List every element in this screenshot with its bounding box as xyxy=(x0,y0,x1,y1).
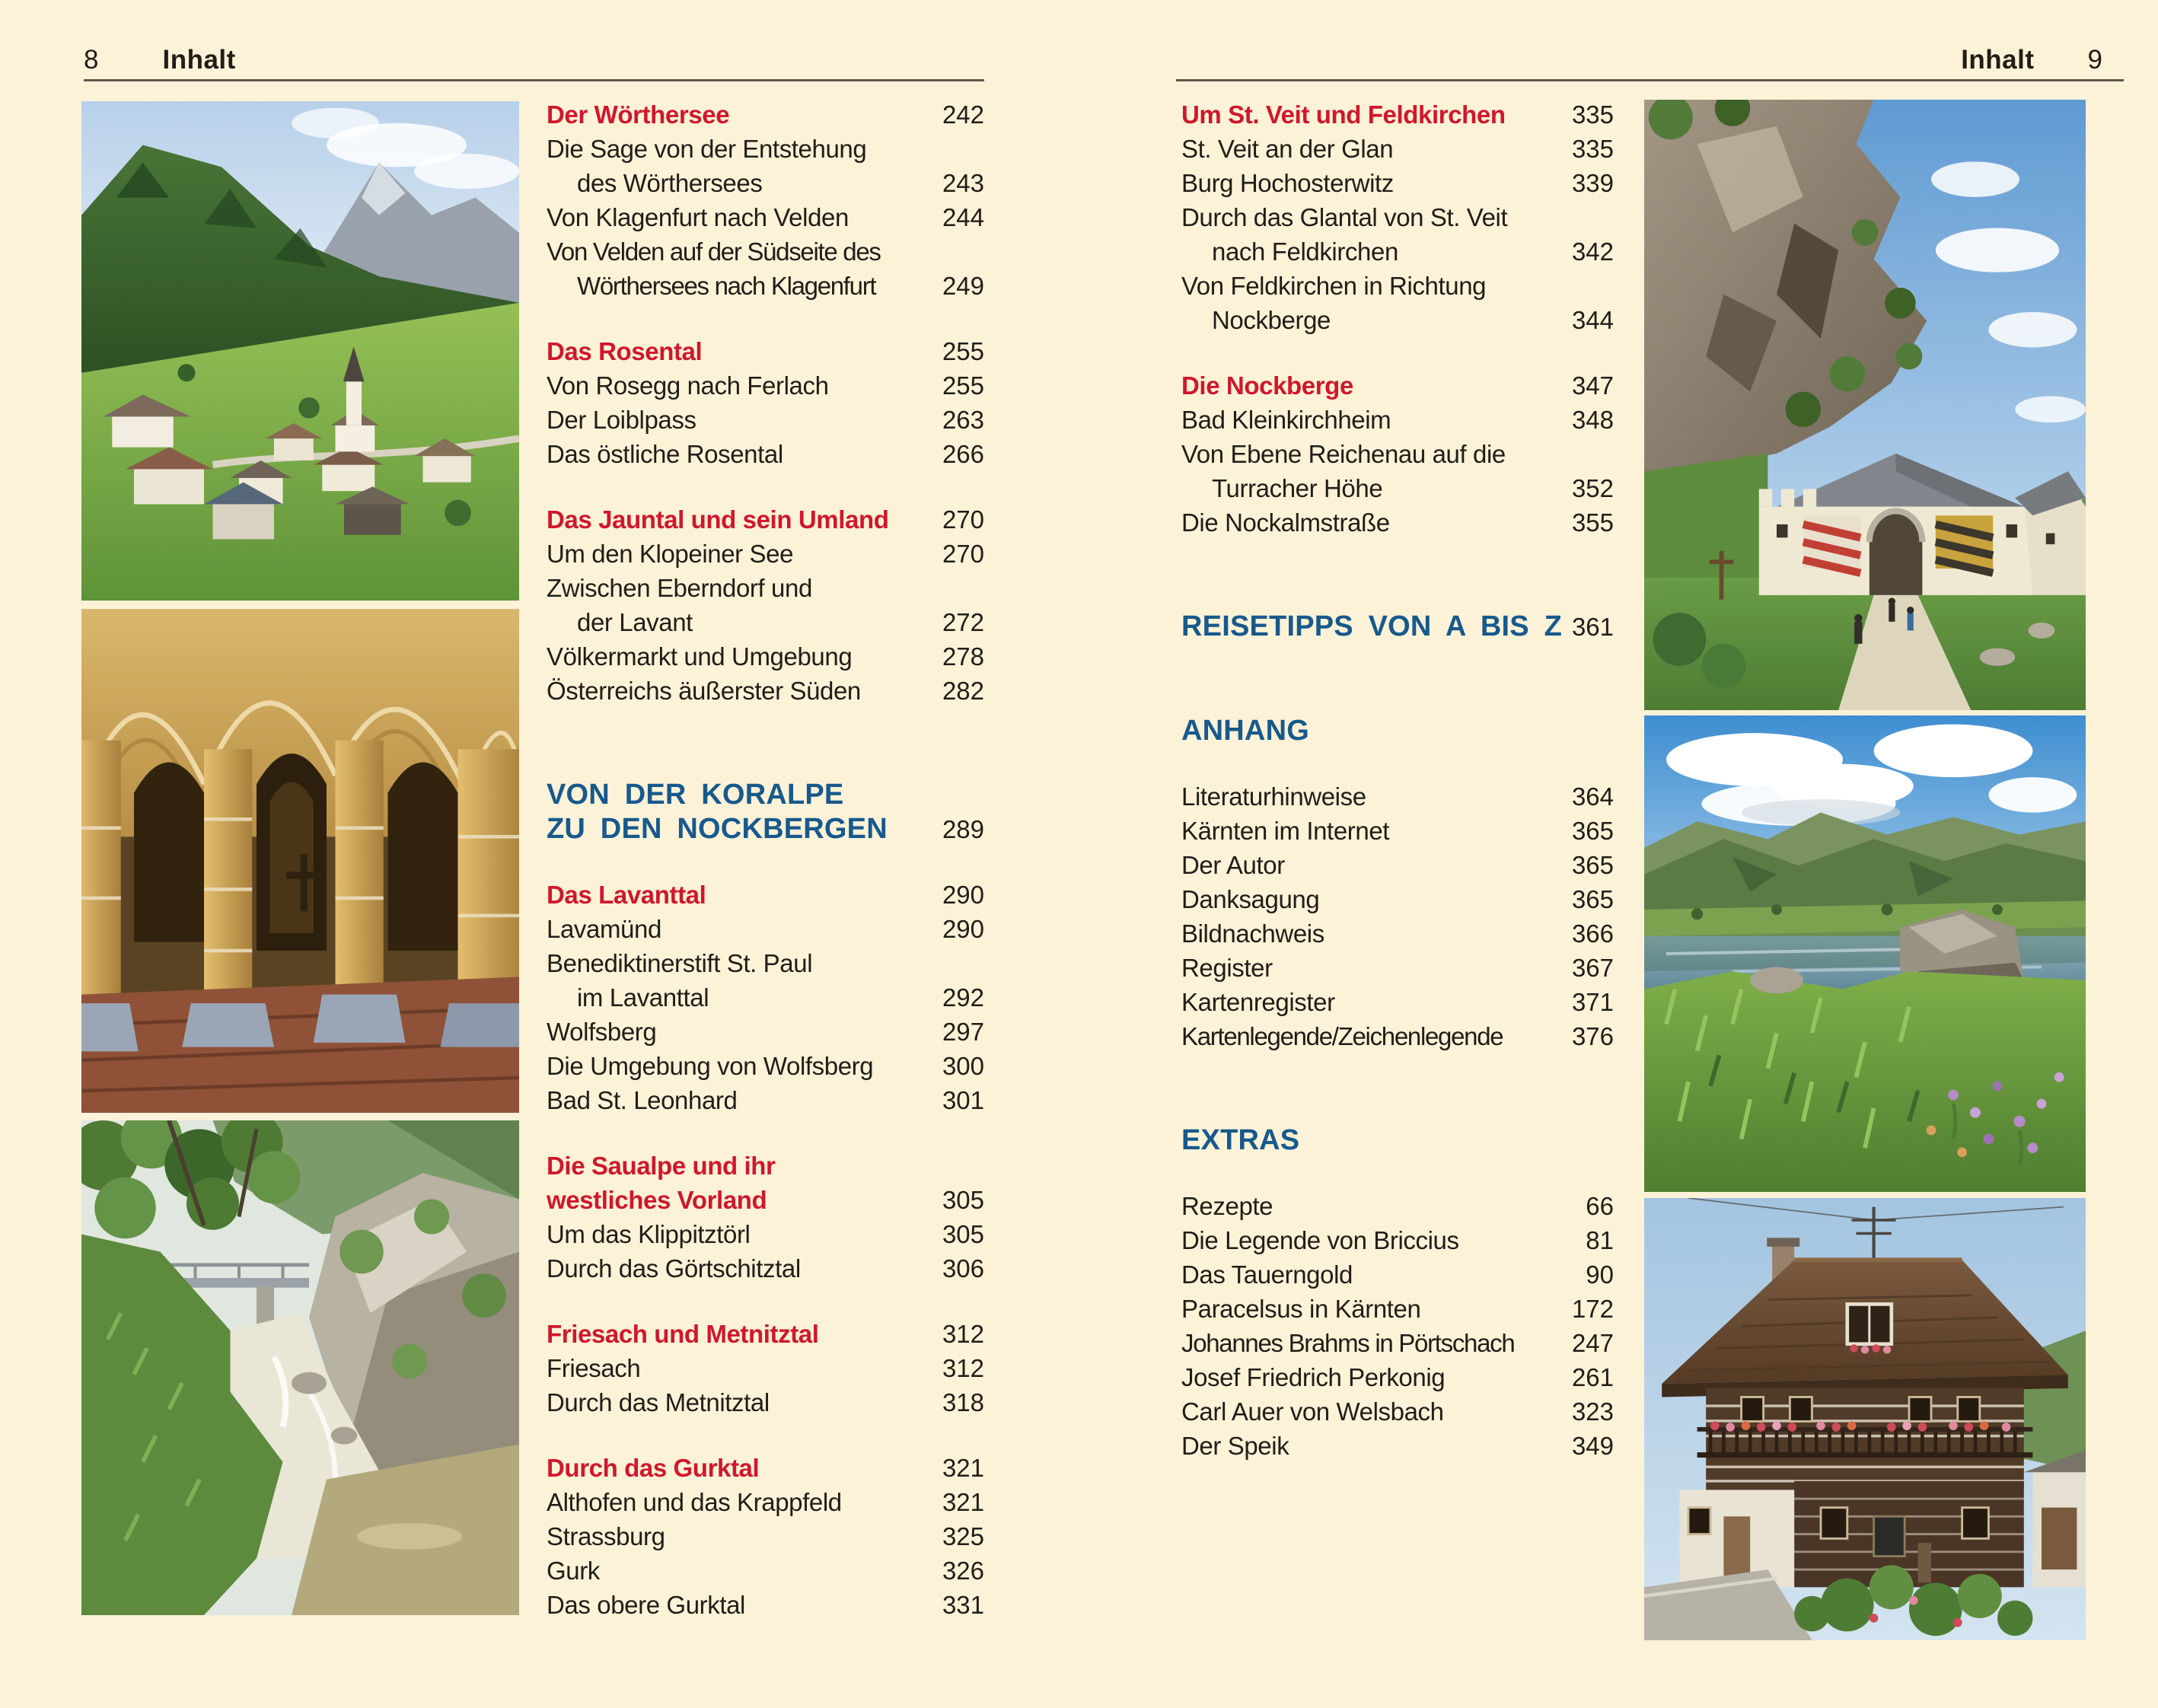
toc-entry-title: Kärnten im Internet xyxy=(1181,817,1390,845)
toc-entry xyxy=(1181,916,1614,951)
toc-entry-page: 172 xyxy=(1571,1295,1614,1323)
toc-entry xyxy=(547,269,984,303)
toc-entry-page: 339 xyxy=(1571,169,1614,197)
toc-entry xyxy=(1181,132,1614,166)
toc-entry-title: Friesach und Metnitztal xyxy=(547,1320,819,1348)
toc-entry-page: 305 xyxy=(942,1220,984,1248)
toc-entry-title: Die Legende von Briccius xyxy=(1181,1226,1459,1254)
toc-entry-page: 249 xyxy=(942,272,984,300)
toc-entry-page: 255 xyxy=(942,371,984,400)
toc-entry-title: Von Ebene Reichenau auf die xyxy=(1181,440,1506,468)
toc-entry-page: 376 xyxy=(1571,1022,1614,1050)
toc-entry xyxy=(547,1251,984,1286)
toc-entry xyxy=(547,502,984,537)
toc-entry-title: Literaturhinweise xyxy=(1181,782,1366,811)
toc-entry-title: Durch das Gurktal xyxy=(547,1454,760,1482)
page-header-title-left: Inhalt xyxy=(162,45,236,75)
toc-entry xyxy=(1181,985,1614,1019)
toc-entry-title: Nockberge xyxy=(1212,306,1331,334)
toc-entry-page: 270 xyxy=(942,505,984,534)
toc-entry-page: 301 xyxy=(942,1086,984,1114)
toc-entry-page: 344 xyxy=(1571,306,1614,334)
toc-entry-title: Um St. Veit und Feldkirchen xyxy=(1181,100,1506,129)
wooden-farmhouse-photo xyxy=(1644,1198,2086,1640)
toc-entry-title: westliches Vorland xyxy=(547,1186,767,1214)
toc-entry xyxy=(547,946,984,980)
toc-entry-title: REISETIPPS VON A BIS Z xyxy=(1181,610,1562,642)
toc-entry xyxy=(1181,1189,1614,1223)
toc-entry-title: des Wörthersees xyxy=(577,169,763,197)
toc-entry-page: 365 xyxy=(1571,851,1614,879)
toc-entry xyxy=(547,980,984,1015)
toc-entry-page: 297 xyxy=(942,1018,984,1046)
toc-entry xyxy=(547,1217,984,1251)
toc-entry-title: Um das Klippitztörl xyxy=(547,1220,751,1248)
toc-entry xyxy=(1181,1394,1614,1429)
toc-entry-title: Zwischen Eberndorf und xyxy=(547,574,812,602)
toc-entry xyxy=(547,674,984,708)
toc-entry-title: Der Loiblpass xyxy=(547,406,696,434)
toc-entry xyxy=(547,1183,984,1217)
toc-entry xyxy=(1181,505,1614,540)
toc-entry xyxy=(1181,97,1614,132)
toc-entry-page: 312 xyxy=(942,1354,984,1382)
toc-entry-title: Von Klagenfurt nach Velden xyxy=(547,203,849,231)
toc-entry-title: Die Nockberge xyxy=(1181,371,1353,400)
toc-entry-page: 305 xyxy=(942,1186,984,1214)
toc-entry-title: Althofen und das Krappfeld xyxy=(547,1488,842,1516)
toc-entry-title: Das Lavanttal xyxy=(547,881,706,909)
toc-entry-title: Kartenlegende/Zeichenlegende xyxy=(1181,1022,1503,1050)
toc-entry-page: 292 xyxy=(942,983,984,1012)
toc-entry xyxy=(547,1317,984,1351)
toc-entry xyxy=(1181,166,1614,200)
toc-entry xyxy=(1181,1429,1614,1463)
toc-entry-page: 300 xyxy=(942,1052,984,1080)
toc-entry xyxy=(547,912,984,946)
toc-entry xyxy=(1181,368,1614,403)
toc-entry-title: Carl Auer von Welsbach xyxy=(1181,1397,1444,1426)
toc-entry-page: 323 xyxy=(1571,1397,1614,1426)
toc-entry-title: Register xyxy=(1181,954,1273,982)
toc-entry-page: 355 xyxy=(1571,508,1614,537)
toc-entry xyxy=(547,1351,984,1385)
toc-entry-title: Durch das Görtschitztal xyxy=(547,1254,801,1283)
toc-entry-title: Benediktinerstift St. Paul xyxy=(547,949,813,977)
toc-entry-page: 290 xyxy=(942,881,984,909)
toc-entry-title: im Lavanttal xyxy=(577,983,709,1012)
toc-entry xyxy=(1181,882,1614,916)
header-rule-left xyxy=(84,79,984,81)
toc-entry xyxy=(547,878,984,912)
toc-entry xyxy=(1181,848,1614,882)
toc-entry-page: 81 xyxy=(1586,1226,1614,1254)
page-number-left: 8 xyxy=(84,45,99,75)
toc-entry-title: Der Wörthersee xyxy=(547,100,730,129)
toc-entry-page: 365 xyxy=(1571,885,1614,913)
toc-entry xyxy=(1181,951,1614,985)
toc-entry-title: Von Feldkirchen in Richtung xyxy=(1181,272,1487,300)
toc-entry xyxy=(547,334,984,368)
castle-gate-photo xyxy=(1644,100,2086,710)
toc-entry-title: Paracelsus in Kärnten xyxy=(1181,1295,1421,1323)
toc-entry xyxy=(1181,1292,1614,1326)
toc-entry xyxy=(547,1553,984,1588)
toc-entry xyxy=(547,1485,984,1519)
toc-entry xyxy=(1181,814,1614,848)
toc-entry-page: 243 xyxy=(942,169,984,197)
toc-entry-page: 352 xyxy=(1571,474,1614,502)
page-header-right xyxy=(1176,43,2124,78)
toc-entry-page: 347 xyxy=(1571,371,1614,400)
toc-entry-title: Danksagung xyxy=(1181,885,1320,913)
toc-entry-page: 366 xyxy=(1571,919,1614,948)
toc-entry-title: Von Velden auf der Südseite des xyxy=(547,237,881,266)
toc-entry-title: ANHANG xyxy=(1181,715,1309,747)
toc-entry-title: Das Tauerngold xyxy=(1181,1260,1353,1289)
toc-entry-page: 365 xyxy=(1571,817,1614,845)
toc-entry xyxy=(547,97,984,132)
toc-entry-title: ZU DEN NOCKBERGEN xyxy=(547,813,888,845)
toc-entry-title: Österreichs äußerster Süden xyxy=(547,677,861,705)
toc-entry-page: 278 xyxy=(942,642,984,671)
toc-entry-page: 289 xyxy=(942,815,984,843)
toc-entry-page: 331 xyxy=(942,1591,984,1619)
toc-entry xyxy=(1181,1123,1614,1158)
toc-entry xyxy=(547,1519,984,1553)
toc-entry-title: Lavamünd xyxy=(547,915,661,943)
toc-entry-page: 367 xyxy=(1571,954,1614,982)
mountain-lake-photo xyxy=(1644,715,2086,1192)
toc-entry-title: Um den Klopeiner See xyxy=(547,540,794,568)
toc-entry-page: 266 xyxy=(942,440,984,468)
toc-entry-title: Der Autor xyxy=(1181,851,1285,879)
crypt-columns-photo xyxy=(81,609,519,1113)
toc-entry-title: Das östliche Rosental xyxy=(547,440,783,468)
toc-entry xyxy=(1181,1019,1614,1053)
toc-entry xyxy=(547,1049,984,1083)
toc-entry-page: 349 xyxy=(1571,1432,1614,1460)
toc-entry-title: Bad Kleinkirchheim xyxy=(1181,406,1391,434)
toc-entry xyxy=(547,1149,984,1183)
toc-entry xyxy=(547,537,984,571)
toc-entry xyxy=(547,234,984,269)
toc-entry-title: Die Saualpe und ihr xyxy=(547,1152,776,1180)
toc-entry xyxy=(547,166,984,200)
toc-entry-title: Strassburg xyxy=(547,1522,665,1550)
header-rule-right xyxy=(1176,79,2124,81)
toc-entry xyxy=(1181,610,1614,644)
toc-entry-page: 282 xyxy=(942,677,984,705)
toc-entry xyxy=(1181,269,1614,303)
toc-entry-page: 335 xyxy=(1571,100,1614,129)
toc-entry xyxy=(547,403,984,437)
toc-entry-page: 306 xyxy=(942,1254,984,1283)
toc-entry xyxy=(1181,1223,1614,1257)
toc-entry xyxy=(1181,1326,1614,1360)
toc-column-right xyxy=(1181,97,1614,1463)
toc-entry-title: Die Nockalmstraße xyxy=(1181,508,1390,537)
toc-entry-title: Das Jauntal und sein Umland xyxy=(547,505,889,534)
toc-entry xyxy=(547,200,984,234)
page-header-left xyxy=(84,43,984,78)
toc-entry-title: EXTRAS xyxy=(1181,1124,1300,1156)
toc-entry-page: 335 xyxy=(1571,135,1614,163)
toc-entry-page: 348 xyxy=(1571,406,1614,434)
toc-entry xyxy=(547,1015,984,1049)
toc-entry-title: Rezepte xyxy=(1181,1192,1273,1220)
toc-entry xyxy=(547,1083,984,1117)
page-number-right: 9 xyxy=(2087,45,2102,75)
toc-entry-page: 321 xyxy=(942,1488,984,1516)
toc-entry-page: 321 xyxy=(942,1454,984,1482)
toc-entry xyxy=(1181,403,1614,437)
toc-entry-title: Der Speik xyxy=(1181,1432,1289,1460)
toc-entry xyxy=(547,778,984,812)
toc-entry-page: 312 xyxy=(942,1320,984,1348)
alpine-village-photo xyxy=(81,101,519,601)
toc-entry xyxy=(547,812,984,846)
toc-entry-title: Kartenregister xyxy=(1181,988,1335,1016)
toc-entry-title: Friesach xyxy=(547,1354,641,1382)
toc-entry xyxy=(547,639,984,674)
toc-entry-title: Die Umgebung von Wolfsberg xyxy=(547,1052,874,1080)
toc-entry xyxy=(547,1451,984,1485)
toc-entry-title: Johannes Brahms in Pörtschach xyxy=(1181,1329,1515,1357)
toc-entry xyxy=(1181,200,1614,234)
toc-column-left xyxy=(547,97,984,1622)
toc-entry xyxy=(547,437,984,471)
toc-entry-title: nach Feldkirchen xyxy=(1212,237,1398,266)
toc-entry-title: Das Rosental xyxy=(547,337,703,365)
toc-entry xyxy=(547,605,984,639)
toc-entry xyxy=(1181,234,1614,269)
toc-entry-title: Gurk xyxy=(547,1557,600,1585)
toc-entry-title: Das obere Gurktal xyxy=(547,1591,745,1619)
toc-entry-title: Turracher Höhe xyxy=(1212,474,1383,502)
toc-entry-title: Durch das Metnitztal xyxy=(547,1388,770,1416)
toc-entry-page: 263 xyxy=(942,406,984,434)
toc-entry-title: Völkermarkt und Umgebung xyxy=(547,642,853,671)
toc-entry-page: 66 xyxy=(1586,1192,1614,1220)
toc-entry xyxy=(1181,779,1614,814)
toc-entry-page: 244 xyxy=(942,203,984,231)
toc-entry xyxy=(547,1385,984,1420)
toc-entry-page: 270 xyxy=(942,540,984,568)
toc-entry-page: 261 xyxy=(1571,1363,1614,1391)
toc-entry xyxy=(547,571,984,605)
page-header-title-right: Inhalt xyxy=(1961,45,2035,75)
toc-entry-page: 371 xyxy=(1571,988,1614,1016)
toc-entry-page: 326 xyxy=(942,1557,984,1585)
toc-entry-title: VON DER KORALPE xyxy=(547,779,844,811)
toc-entry-page: 342 xyxy=(1571,237,1614,266)
toc-entry xyxy=(547,368,984,403)
toc-entry-title: Wolfsberg xyxy=(547,1018,657,1046)
toc-entry-page: 290 xyxy=(942,915,984,943)
toc-entry xyxy=(1181,437,1614,471)
toc-entry-page: 90 xyxy=(1586,1260,1614,1289)
toc-entry-title: der Lavant xyxy=(577,608,693,636)
toc-entry-page: 318 xyxy=(942,1388,984,1416)
toc-entry-page: 255 xyxy=(942,337,984,365)
toc-entry-title: Die Sage von der Entstehung xyxy=(547,135,867,163)
toc-entry-title: Durch das Glantal von St. Veit xyxy=(1181,203,1508,231)
toc-entry-title: Josef Friedrich Perkonig xyxy=(1181,1363,1446,1391)
toc-entry-title: St. Veit an der Glan xyxy=(1181,135,1394,163)
toc-entry-title: Bad St. Leonhard xyxy=(547,1086,738,1114)
gorge-stream-photo xyxy=(81,1120,519,1615)
toc-entry xyxy=(1181,714,1614,748)
toc-entry-title: Wörthersees nach Klagenfurt xyxy=(577,272,876,300)
toc-entry-page: 325 xyxy=(942,1522,984,1550)
toc-entry-page: 364 xyxy=(1571,782,1614,811)
toc-entry-title: Burg Hochosterwitz xyxy=(1181,169,1394,197)
toc-entry-title: Von Rosegg nach Ferlach xyxy=(547,371,829,400)
toc-entry-page: 361 xyxy=(1571,613,1614,641)
toc-entry xyxy=(1181,303,1614,337)
toc-entry xyxy=(1181,1257,1614,1292)
toc-entry-page: 272 xyxy=(942,608,984,636)
toc-entry xyxy=(1181,1360,1614,1394)
toc-entry-page: 247 xyxy=(1571,1329,1614,1357)
toc-entry xyxy=(1181,471,1614,505)
toc-entry-page: 242 xyxy=(942,100,984,129)
toc-entry xyxy=(547,132,984,166)
toc-entry xyxy=(547,1588,984,1622)
toc-entry-title: Bildnachweis xyxy=(1181,919,1324,948)
